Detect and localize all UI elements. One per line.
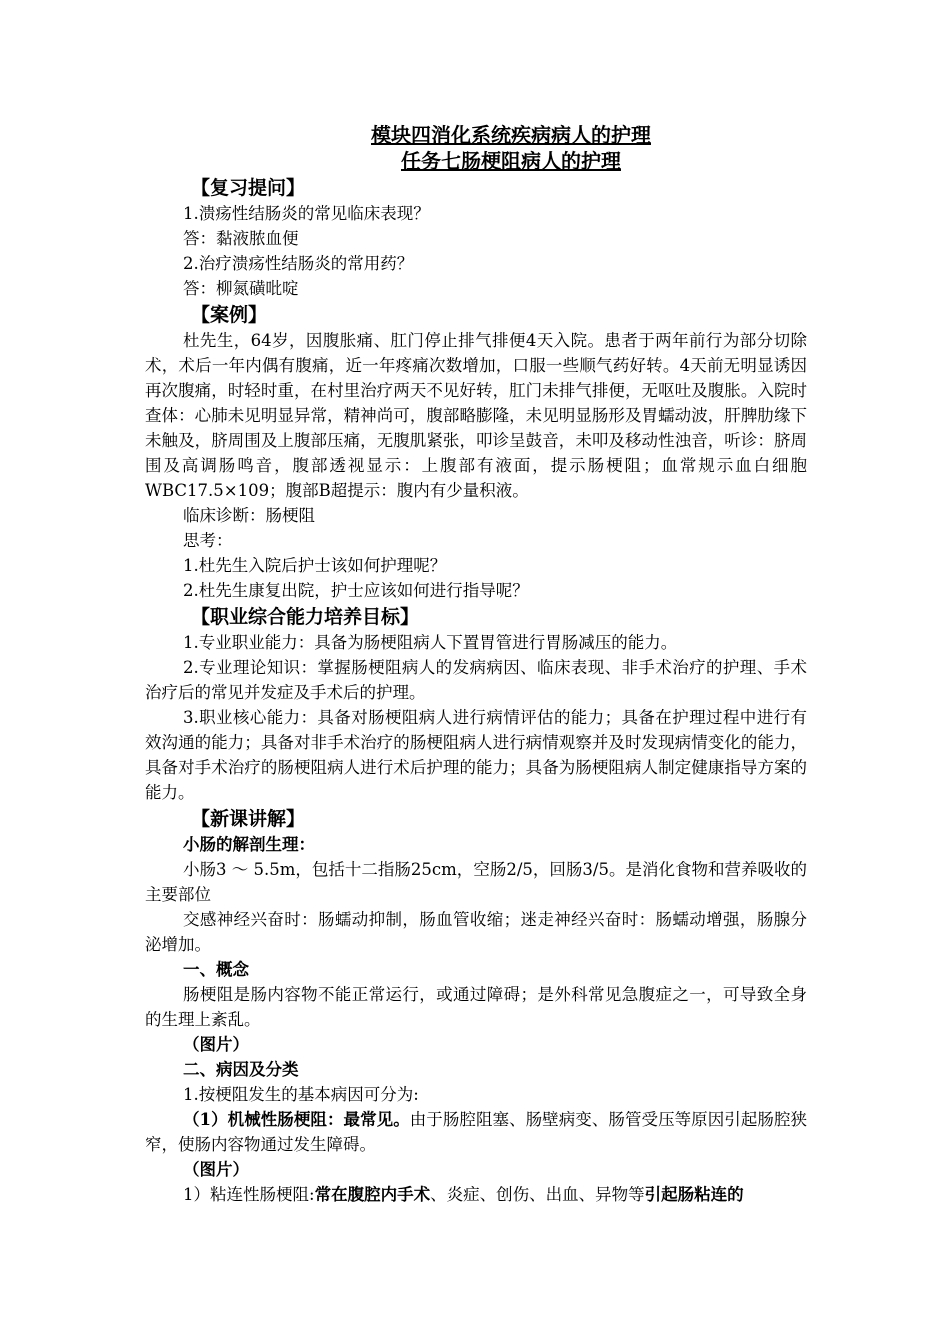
task-title: 任务七肠梗阻病人的护理: [401, 149, 621, 173]
cause-text-1: 1.按梗阻发生的基本病因可分为:: [183, 1085, 419, 1104]
review-answer-1: 答：黏液脓血便: [183, 229, 299, 248]
goal-3: 3.职业核心能力：具备对肠梗阻病人进行病情评估的能力；具备在护理过程中进行有效沟通的能力；具备对非手术治疗的肠梗阻病人进行病情观察并及时发现病情变化的能力，具备对手术治疗的肠梗阻病人进行术后护理的能力；具备为肠梗阻病人制定健康指导方案的能力。: [145, 708, 807, 802]
case-text: 杜先生，64岁，因腹胀痛、肛门停止排气排便4天入院。患者于两年前行为部分切除术，术后一年内偶有腹痛，近一年疼痛次数增加，口服一些顺气药好转。4天前无明显诱因再次腹痛，时轻时重，在村里治疗两天不见好转，肛门未排气排便，无呕吐及腹胀。入院时查体：心肺未见明显异常，精神尚可，腹部略膨隆，未见明显肠形及胃蠕动波，肝脾肋缘下未触及，脐周围及上腹部压痛，无腹肌紧张，叩诊呈鼓音，未叩及移动性浊音，听诊：脐周围及高调肠鸣音，腹部透视显示：上腹部有液面，提示肠梗阻；血常规示血白细胞WBC17.5×109；腹部B超提示：腹内有少量积液。: [145, 331, 807, 500]
goal-1: 1.专业职业能力：具备为肠梗阻病人下置胃管进行胃肠减压的能力。: [183, 633, 678, 652]
cause-title: 二、病因及分类: [183, 1060, 299, 1079]
case-think-2: 2.杜先生康复出院，护士应该如何进行指导呢？: [183, 581, 529, 600]
picture-placeholder-2: （图片）: [183, 1160, 249, 1179]
module-title: 模块四消化系统疾病病人的护理: [371, 123, 651, 147]
adhesive-bold-1: 常在腹腔内手术: [314, 1185, 431, 1204]
adhesive-bold-2: 引起肠粘连的: [644, 1185, 744, 1204]
review-question-1: 1.溃疡性结肠炎的常见临床表现？: [183, 204, 430, 223]
case-diagnosis: 临床诊断：肠梗阻: [183, 506, 315, 525]
adhesive-text: 、炎症、创伤、出血、异物等: [430, 1185, 645, 1204]
anatomy-title: 小肠的解剖生理：: [183, 835, 315, 854]
concept-text: 肠梗阻是肠内容物不能正常运行，或通过障碍；是外科常见急腹症之一，可导致全身的生理上紊乱。: [145, 985, 807, 1029]
adhesive-obstruction: [145, 1182, 807, 1207]
picture-placeholder-1: （图片）: [183, 1035, 249, 1054]
goal-2: 2.专业理论知识：掌握肠梗阻病人的发病病因、临床表现、非手术治疗的护理、手术治疗后的常见并发症及手术后的护理。: [145, 658, 807, 702]
mechanical-label: （1）机械性肠梗阻：最常见。: [183, 1110, 410, 1129]
review-heading: 【复习提问】: [191, 177, 306, 199]
concept-title: 一、概念: [183, 960, 249, 979]
document-body: [145, 122, 807, 1207]
anatomy-text-1: 小肠3 ～ 5.5m，包括十二指肠25cm，空肠2/5，回肠3/5。是消化食物和营养吸收的主要部位: [145, 860, 807, 904]
review-answer-2: 答：柳氮磺吡啶: [183, 279, 299, 298]
mechanical-obstruction: [145, 1107, 807, 1157]
case-heading: 【案例】: [191, 304, 268, 326]
anatomy-text-2: 交感神经兴奋时：肠蠕动抑制，肠血管收缩；迷走神经兴奋时：肠蠕动增强，肠腺分泌增加。: [145, 910, 807, 954]
mechanical-text: 由于肠腔阻塞、肠壁病变、肠管受压等原因引起肠腔狭窄，使肠内容物通过发生障碍。: [145, 1110, 808, 1154]
lecture-heading: 【新课讲解】: [191, 808, 306, 830]
review-question-2: 2.治疗溃疡性结肠炎的常用药？: [183, 254, 414, 273]
goals-heading: 【职业综合能力培养目标】: [191, 606, 420, 628]
adhesive-label: 1）粘连性肠梗阻:: [183, 1185, 315, 1204]
case-think: 思考：: [183, 531, 233, 550]
case-think-1: 1.杜先生入院后护士该如何护理呢？: [183, 556, 447, 575]
